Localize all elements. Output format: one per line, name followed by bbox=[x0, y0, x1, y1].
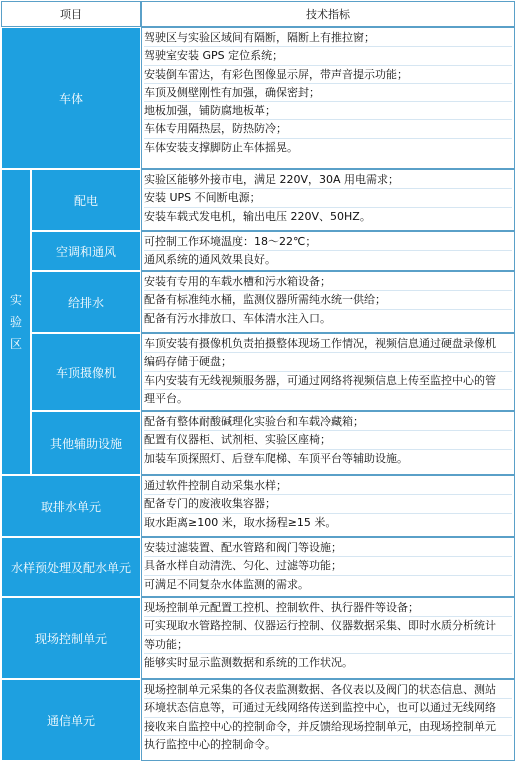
row-spec-camera bbox=[141, 333, 515, 411]
spec-line: 通过软件控制自动采集水样； bbox=[144, 477, 512, 495]
spec-line: 能够实时显示监测数据和系统的工作状况。 bbox=[144, 655, 353, 669]
group-label-char: 验 bbox=[9, 315, 22, 329]
spec-line: 车体专用隔热层，防热防冷； bbox=[144, 120, 512, 138]
row-spec-pretreatment bbox=[141, 537, 515, 597]
group-label-char: 区 bbox=[9, 337, 22, 351]
row-spec-intake bbox=[141, 475, 515, 537]
spec-line: 等功能； bbox=[144, 636, 512, 654]
spec-line: 理平台。 bbox=[144, 391, 188, 405]
spec-line: 安装过滤装置、配水管路和阀门等设施； bbox=[144, 539, 512, 557]
row-label-hvac: 空调和通风 bbox=[31, 231, 141, 271]
group-label-char: 实 bbox=[9, 293, 22, 307]
spec-table bbox=[1, 1, 515, 761]
row-label-comm: 通信单元 bbox=[1, 679, 141, 761]
spec-line: 可控制工作环境温度：18～22℃； bbox=[144, 233, 512, 251]
spec-line: 车内安装有无线视频服务器，可通过网络将视频信息上传至监控中心的管 bbox=[144, 372, 512, 390]
spec-line: 安装有专用的车载水槽和污水箱设备； bbox=[144, 273, 512, 291]
row-label-water: 给排水 bbox=[31, 271, 141, 333]
row-label-power: 配电 bbox=[31, 169, 141, 231]
spec-line: 车顶安装有摄像机负责拍摄整体现场工作情况，视频信息通过硬盘录像机 bbox=[144, 335, 512, 353]
spec-line: 可满足不同复杂水体监测的需求。 bbox=[144, 577, 309, 591]
spec-line: 配备专门的废液收集容器； bbox=[144, 495, 512, 513]
header-spec: 技术指标 bbox=[141, 1, 515, 27]
spec-line: 现场控制单元配置工控机、控制软件、执行器件等设备； bbox=[144, 599, 512, 617]
spec-line: 安装 UPS 不间断电源； bbox=[144, 189, 512, 207]
spec-line: 具备水样自动清洗、匀化、过滤等功能； bbox=[144, 557, 512, 575]
spec-line: 配备有污水排放口、车体清水注入口。 bbox=[144, 311, 331, 325]
spec-line: 实验区能够外接市电，满足 220V，30A 用电需求； bbox=[144, 171, 512, 189]
spec-line: 执行监控中心的控制命令。 bbox=[144, 737, 276, 751]
spec-line: 安装车载式发电机，输出电压 220V、50HZ。 bbox=[144, 209, 371, 223]
spec-line: 接收来自监控中心的控制命令，并反馈给现场控制单元，由现场控制单元 bbox=[144, 718, 512, 736]
group-label-lab-area bbox=[1, 169, 31, 475]
spec-line: 车顶及侧壁刚性有加强，确保密封； bbox=[144, 84, 512, 102]
row-label-camera: 车顶摄像机 bbox=[31, 333, 141, 411]
row-spec-control bbox=[141, 597, 515, 679]
row-label-body: 车体 bbox=[1, 27, 141, 169]
spec-line: 现场控制单元采集的各仪表监测数据、各仪表以及阀门的状态信息、测站 bbox=[144, 681, 512, 699]
spec-line: 通风系统的通风效果良好。 bbox=[144, 253, 276, 267]
row-spec-power bbox=[141, 169, 515, 231]
spec-line: 车体安装支撑脚防止车体摇晃。 bbox=[144, 140, 298, 154]
row-label-auxiliary: 其他辅助设施 bbox=[31, 411, 141, 475]
spec-line: 编码存储于硬盘； bbox=[144, 353, 512, 371]
row-label-control: 现场控制单元 bbox=[1, 597, 141, 679]
spec-line: 驾驶室安装 GPS 定位系统； bbox=[144, 47, 512, 65]
spec-line: 配备有整体耐酸碱理化实验台和车载冷藏箱； bbox=[144, 413, 512, 431]
spec-line: 加装车顶探照灯、后登车爬梯、车顶平台等辅助设施。 bbox=[144, 451, 408, 465]
row-label-intake: 取排水单元 bbox=[1, 475, 141, 537]
row-spec-hvac bbox=[141, 231, 515, 271]
row-spec-comm bbox=[141, 679, 515, 761]
spec-line: 安装倒车雷达，有彩色图像显示屏，带声音提示功能； bbox=[144, 66, 512, 84]
spec-line: 可实现取水管路控制、仪器运行控制、仪器数据采集、即时水质分析统计 bbox=[144, 617, 512, 635]
row-spec-body bbox=[141, 27, 515, 169]
spec-line: 取水距离≥100 米，取水扬程≥15 米。 bbox=[144, 515, 337, 529]
spec-line: 环境状态信息等，可通过无线网络传送到监控中心，也可以通过无线网络 bbox=[144, 699, 512, 717]
spec-line: 地板加强，铺防腐地板革； bbox=[144, 102, 512, 120]
header-item: 项目 bbox=[1, 1, 141, 27]
spec-line: 配置有仪器柜、试剂柜、实验区座椅； bbox=[144, 431, 512, 449]
spec-line: 配备有标准纯水桶，监测仪器所需纯水统一供给； bbox=[144, 291, 512, 309]
row-spec-water bbox=[141, 271, 515, 333]
row-label-pretreatment: 水样预处理及配水单元 bbox=[1, 537, 141, 597]
spec-line: 驾驶区与实验区域间有隔断，隔断上有推拉窗； bbox=[144, 29, 512, 47]
row-spec-auxiliary bbox=[141, 411, 515, 475]
